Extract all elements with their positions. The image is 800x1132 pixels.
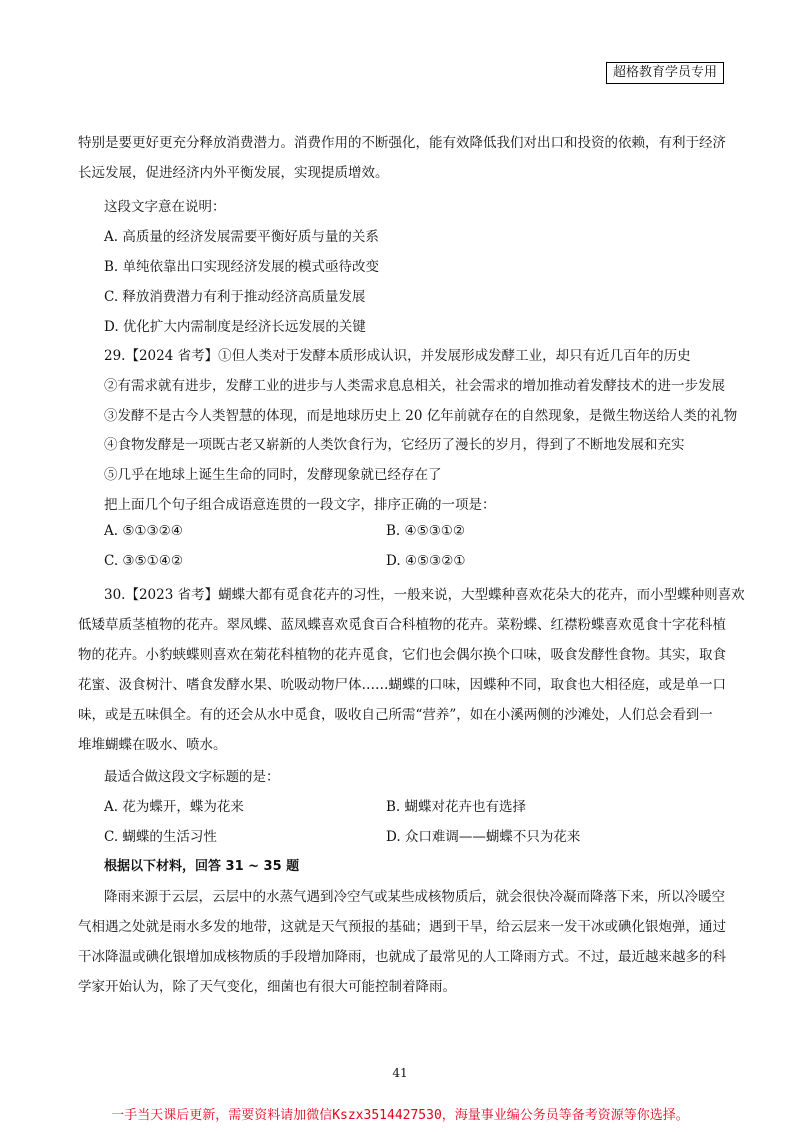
header-stamp: 超格教育学员专用 xyxy=(606,62,724,84)
option-b: B. 蝴蝶对花卉也有选择 xyxy=(386,799,527,815)
option-c: C. 蝴蝶的生活习性 xyxy=(104,829,217,845)
option-c: C. 释放消费潜力有利于推动经济高质量发展 xyxy=(104,289,366,305)
sentence: ⑤几乎在地球上诞生生命的同时，发酵现象就已经存在了 xyxy=(104,467,442,483)
option-b: B. 单纯依靠出口实现经济发展的模式亟待改变 xyxy=(104,259,380,275)
passage-line: 特别是要更好更充分释放消费潜力。消费作用的不断强化，能有效降低我们对出口和投资的依赖，有利于经济 xyxy=(78,135,726,151)
material-line: 学家开始认为，除了天气变化，细菌也有很大可能控制着降雨。 xyxy=(78,979,456,995)
material-line: 降雨来源于云层，云层中的水蒸气遇到冷空气或某些成核物质后，就会很快冷凝而降落下来，所以冷暖空 xyxy=(104,889,725,905)
option-d: D. ④⑤③②① xyxy=(386,553,466,569)
option-b: B. ④⑤③①② xyxy=(386,523,466,539)
question-title: 30.【2023 省考】蝴蝶大都有觅食花卉的习性，一般来说，大型蝶种喜欢花朵大的花卉，而小型蝶种则喜欢 xyxy=(104,587,745,603)
passage-line: 长远发展，促进经济内外平衡发展，实现提质增效。 xyxy=(78,165,389,181)
option-a: A. ⑤①③②④ xyxy=(104,523,183,539)
option-a: A. 花为蝶开，蝶为花来 xyxy=(104,799,244,815)
option-d: D. 众口难调——蝴蝶不只为花来 xyxy=(386,829,581,845)
passage-line: 味，或是五味俱全。有的还会从水中觅食，吸收自己所需“营养”，如在小溪两侧的沙滩处，人们总会看到一 xyxy=(78,707,713,723)
option-a: A. 高质量的经济发展需要平衡好质与量的关系 xyxy=(104,229,379,245)
page-number: 41 xyxy=(392,1066,408,1080)
passage-line: 堆堆蝴蝶在吸水、喷水。 xyxy=(78,737,227,753)
question-stem: 最适合做这段文字标题的是： xyxy=(104,769,280,785)
passage-line: 物的花卉。小豹蛱蝶则喜欢在菊花科植物的花卉觅食，它们也会偶尔换个口味，吸食发酵性食物。其实，取食 xyxy=(78,647,726,663)
passage-line: 花蜜、汲食树汁、嗜食发酵水果、吮吸动物尸体……蝴蝶的口味，因蝶种不同，取食也大相径庭，或是单一口 xyxy=(78,677,726,693)
sentence: ③发酵不是古今人类智慧的体现，而是地球历史上 20 亿年前就存在的自然现象，是微生物送给人类的礼物 xyxy=(104,408,738,424)
question-stem: 这段文字意在说明： xyxy=(104,199,226,215)
question-stem: 把上面几个句子组合成语意连贯的一段文字，排序正确的一项是： xyxy=(104,497,496,513)
footer-notice: 一手当天课后更新，需要资料请加微信Kszx3514427530，海量事业编公务员等备考资源等你选择。 xyxy=(111,1108,689,1123)
option-d: D. 优化扩大内需制度是经济长远发展的关键 xyxy=(104,319,366,335)
sentence: ②有需求就有进步，发酵工业的进步与人类需求息息相关，社会需求的增加推动着发酵技术的进一步发展 xyxy=(104,378,725,394)
material-heading: 根据以下材料，回答 31 ~ 35 题 xyxy=(104,859,300,874)
sentence: ④食物发酵是一项既古老又崭新的人类饮食行为，它经历了漫长的岁月，得到了不断地发展和充实 xyxy=(104,437,685,453)
material-line: 气相遇之处就是雨水多发的地带，这就是天气预报的基础；遇到干旱，给云层来一发干冰或碘化银炮弹，通过 xyxy=(78,919,726,935)
passage-line: 低矮草质茎植物的花卉。翠凤蝶、蓝凤蝶喜欢觅食百合科植物的花卉。菜粉蝶、红襟粉蝶喜欢觅食十字花科植 xyxy=(78,617,726,633)
option-c: C. ③⑤①④② xyxy=(104,553,183,569)
material-line: 干冰降温或碘化银增加成核物质的手段增加降雨，也就成了最常见的人工降雨方式。不过，最近越来越多的科 xyxy=(78,949,726,965)
question-title: 29.【2024 省考】①但人类对于发酵本质形成认识，并发展形成发酵工业，却只有近几百年的历史 xyxy=(104,348,691,364)
